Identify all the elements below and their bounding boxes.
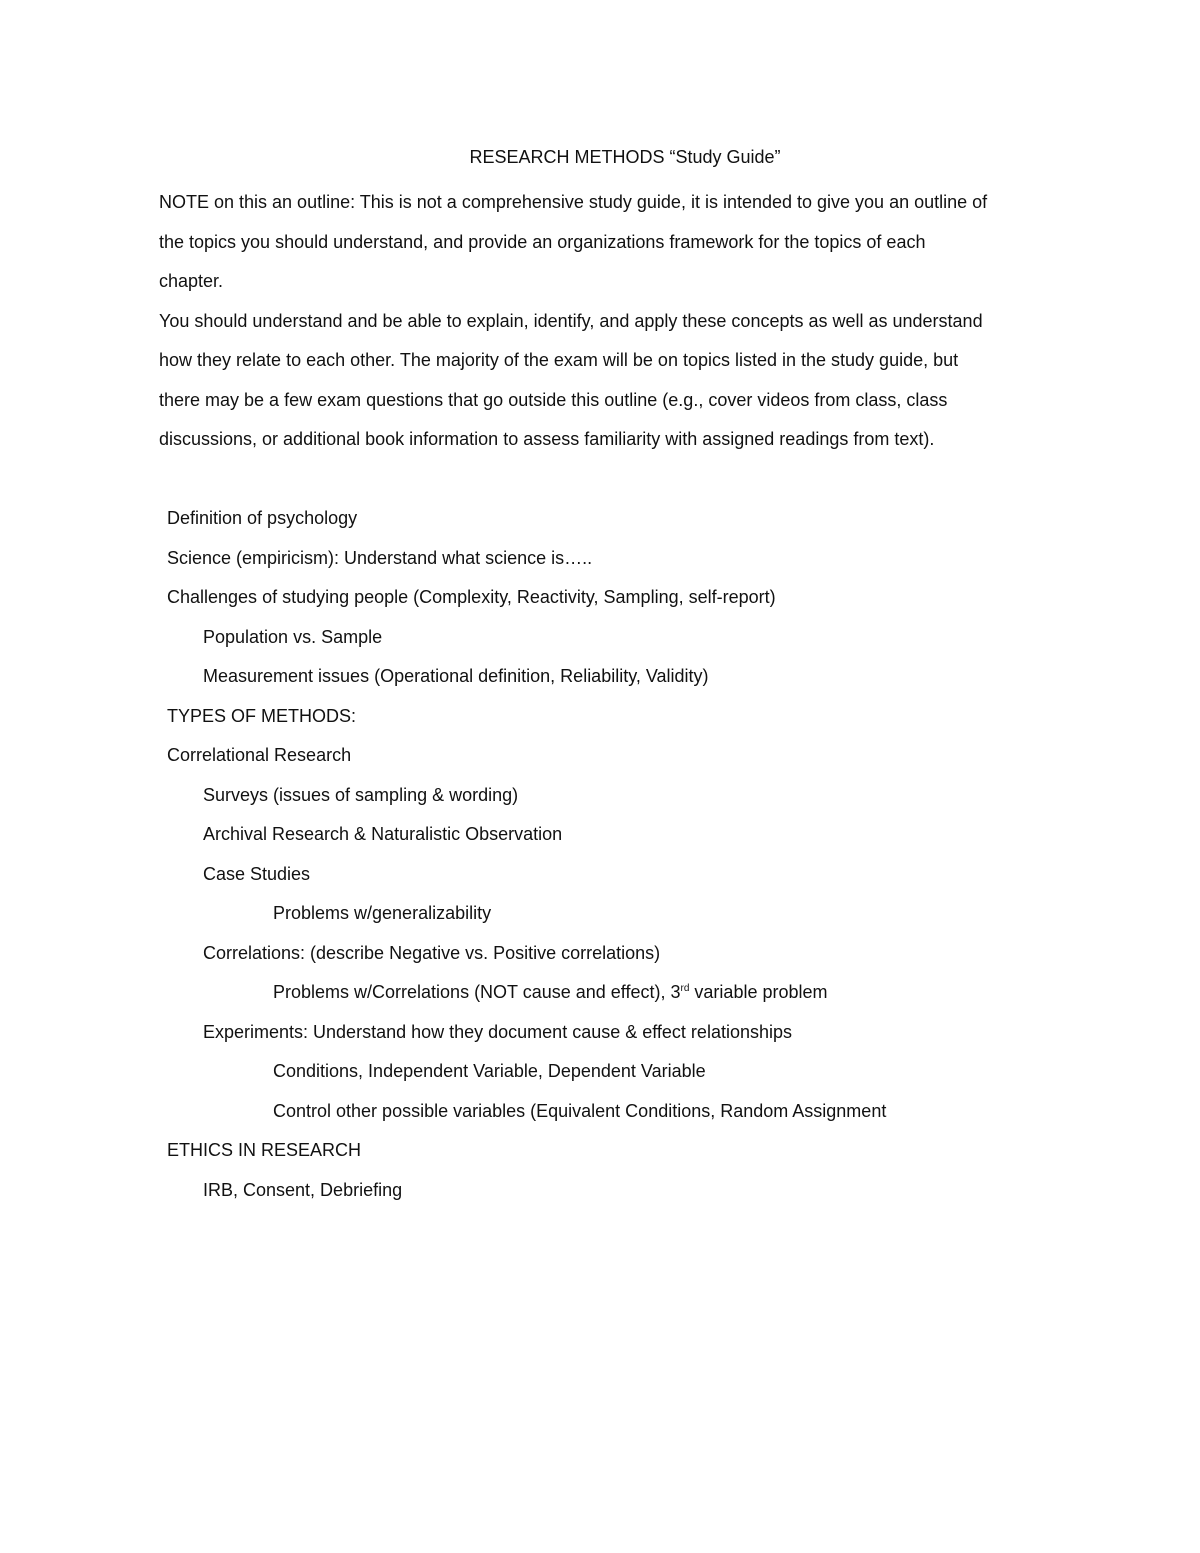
outline-heading-ethics: ETHICS IN RESEARCH — [167, 1140, 362, 1160]
ordinal-superscript: rd — [680, 983, 690, 994]
outline-item-case-studies: Case Studies — [203, 863, 311, 884]
outline-item-irb: IRB, Consent, Debriefing — [203, 1179, 403, 1200]
outline-item-archival: Archival Research & Naturalistic Observation — [203, 824, 563, 844]
topic-outline — [167, 499, 1067, 1210]
page-title: RESEARCH METHODS “Study Guide” — [469, 147, 781, 167]
intro-line: You should understand and be able to explain, identify, and apply these concepts as well as understand — [159, 310, 983, 331]
intro-line: there may be a few exam questions that go outside this outline (e.g., cover videos from class, class — [159, 389, 948, 410]
intro-paragraph — [159, 183, 1079, 460]
outline-heading-types: TYPES OF METHODS: — [167, 705, 357, 726]
intro-line: NOTE on this an outline: This is not a comprehensive study guide, it is intended to give you an outline of — [159, 192, 988, 212]
outline-item-definition: Definition of psychology — [167, 508, 358, 528]
outline-item-conditions: Conditions, Independent Variable, Dependent Variable — [273, 1061, 706, 1081]
outline-item-correlations: Correlations: (describe Negative vs. Positive correlations) — [203, 942, 661, 963]
intro-line: discussions, or additional book information to assess familiarity with assigned readings from text). — [159, 429, 935, 449]
outline-item-generalizability: Problems w/generalizability — [273, 903, 492, 923]
outline-item-correlation-problems — [167, 973, 1067, 1013]
correlation-problems-text: Problems w/Correlations (NOT cause and effect), 3 — [273, 982, 681, 1002]
outline-item-correlational: Correlational Research — [167, 745, 352, 765]
outline-item-science: Science (empiricism): Understand what science is….. — [167, 547, 593, 568]
outline-item-measurement: Measurement issues (Operational definition, Reliability, Validity) — [203, 666, 709, 686]
outline-item-challenges: Challenges of studying people (Complexity, Reactivity, Sampling, self-report) — [167, 587, 776, 607]
correlation-problems-suffix: variable problem — [689, 982, 828, 1002]
intro-line: the topics you should understand, and provide an organizations framework for the topics of each — [159, 231, 926, 252]
intro-line: how they relate to each other. The majority of the exam will be on topics listed in the study guide, but — [159, 350, 959, 370]
outline-item-control: Control other possible variables (Equivalent Conditions, Random Assignment — [273, 1100, 887, 1121]
outline-item-population: Population vs. Sample — [203, 626, 383, 647]
intro-line: chapter. — [159, 271, 224, 291]
outline-item-surveys: Surveys (issues of sampling & wording) — [203, 784, 519, 805]
outline-item-experiments: Experiments: Understand how they document cause & effect relationships — [203, 1021, 792, 1042]
